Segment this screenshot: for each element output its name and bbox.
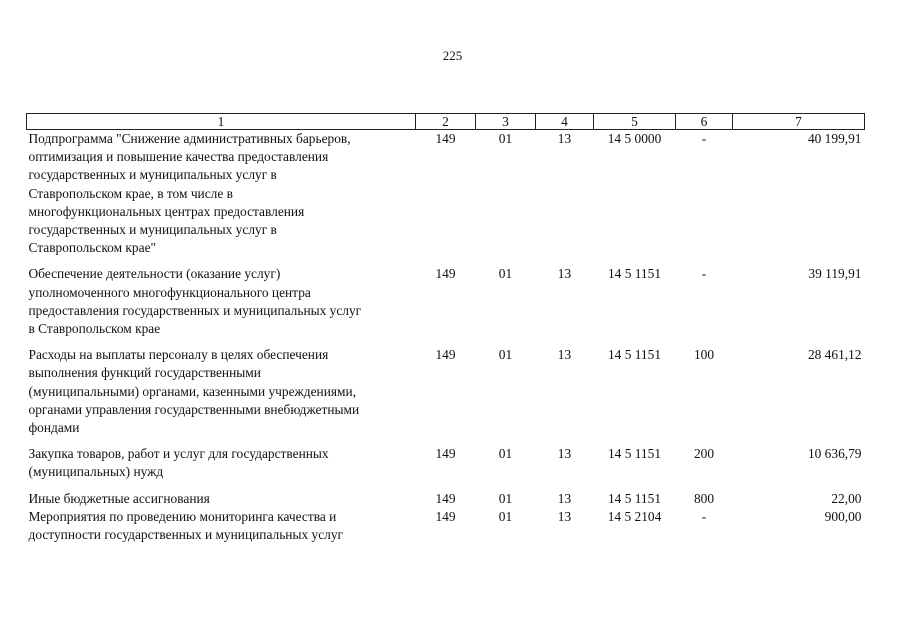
- row-name: [27, 490, 416, 508]
- row-name-line: доступности государственных и муниципальных услуг: [28, 527, 344, 543]
- target-code: 14 5 1151: [607, 446, 662, 462]
- ministry-code: 149: [435, 131, 456, 146]
- row-name-line: государственных и муниципальных услуг в: [28, 222, 277, 238]
- expense-type-code: -: [701, 131, 707, 146]
- column-header: 5: [594, 114, 676, 130]
- amount-value: 900,00: [824, 508, 862, 524]
- expense-type-code: 200: [693, 446, 715, 462]
- row-name: [27, 508, 416, 544]
- amount-value: 40 199,91: [807, 131, 862, 146]
- row-name-line: государственных и муниципальных услуг в: [28, 167, 277, 183]
- row-name-line: оптимизация и повышение качества предоставления: [28, 149, 329, 165]
- row-name: [27, 346, 416, 445]
- table-row: [27, 130, 865, 266]
- row-name-line: (муниципальными) органами, казенными учреждениями,: [28, 383, 357, 399]
- amount-value: 28 461,12: [807, 347, 862, 363]
- amount-value: 10 636,79: [807, 446, 862, 462]
- section-code: 01: [498, 347, 513, 363]
- subsection-code: 13: [557, 266, 572, 282]
- subsection-code: 13: [557, 446, 572, 462]
- target-code: 14 5 1151: [607, 347, 662, 363]
- section-code: 01: [498, 490, 513, 506]
- column-header: 3: [476, 114, 536, 130]
- budget-table: [26, 113, 865, 544]
- subsection-code: 13: [557, 347, 572, 363]
- expense-type-code: 100: [693, 347, 715, 363]
- expense-type-code: 800: [693, 490, 715, 506]
- column-header: 4: [536, 114, 594, 130]
- column-header: 1: [27, 114, 416, 130]
- column-header: 2: [416, 114, 476, 130]
- row-name-line: Расходы на выплаты персоналу в целях обеспечения: [28, 347, 329, 363]
- ministry-code: 149: [435, 508, 456, 524]
- table-row: [27, 490, 865, 508]
- expense-type-code: -: [701, 508, 707, 524]
- target-code: 14 5 1151: [607, 266, 662, 282]
- row-name: [27, 445, 416, 489]
- section-code: 01: [498, 508, 513, 524]
- row-name: [27, 130, 416, 266]
- subsection-code: 13: [557, 490, 572, 506]
- expense-type-code: -: [701, 266, 707, 282]
- ministry-code: 149: [435, 446, 456, 462]
- table-row: [27, 265, 865, 346]
- row-name-line: предоставления государственных и муниципальных услуг: [28, 302, 362, 318]
- ministry-code: 149: [435, 347, 456, 363]
- row-name-line: Подпрограмма "Снижение административных барьеров,: [28, 131, 351, 146]
- ministry-code: 149: [435, 266, 456, 282]
- row-name-line: Ставропольском крае": [28, 240, 156, 256]
- ministry-code: 149: [435, 490, 456, 506]
- table-row: [27, 346, 865, 445]
- row-name-line: Ставропольском крае, в том числе в: [28, 185, 233, 201]
- row-name-line: фондами: [28, 420, 80, 436]
- target-code: 14 5 1151: [607, 490, 662, 506]
- target-code: 14 5 0000: [607, 131, 662, 146]
- row-name-line: Иные бюджетные ассигнования: [28, 490, 210, 506]
- row-name-line: уполномоченного многофункционального центра: [28, 284, 311, 300]
- amount-value: 22,00: [831, 490, 862, 506]
- table-row: [27, 508, 865, 544]
- row-name-line: Закупка товаров, работ и услуг для государственных: [28, 446, 329, 462]
- page-number: 225: [442, 48, 463, 63]
- subsection-code: 13: [557, 508, 572, 524]
- column-header: 6: [676, 114, 733, 130]
- table-row: [27, 445, 865, 489]
- row-name-line: органами управления государственными внебюджетными: [28, 401, 360, 417]
- column-header: 7: [733, 114, 865, 130]
- header-row: [27, 114, 865, 130]
- row-name: [27, 265, 416, 346]
- row-name-line: многофункциональных центрах предоставления: [28, 203, 305, 219]
- target-code: 14 5 2104: [607, 508, 662, 524]
- row-name-line: Мероприятия по проведению мониторинга качества и: [28, 508, 337, 524]
- amount-value: 39 119,91: [808, 266, 862, 282]
- section-code: 01: [498, 446, 513, 462]
- row-name-line: (муниципальных) нужд: [28, 464, 164, 480]
- section-code: 01: [498, 131, 513, 146]
- subsection-code: 13: [557, 131, 572, 146]
- row-name-line: Обеспечение деятельности (оказание услуг): [28, 266, 281, 282]
- row-name-line: выполнения функций государственными: [28, 365, 261, 381]
- section-code: 01: [498, 266, 513, 282]
- row-name-line: в Ставропольском крае: [28, 321, 161, 337]
